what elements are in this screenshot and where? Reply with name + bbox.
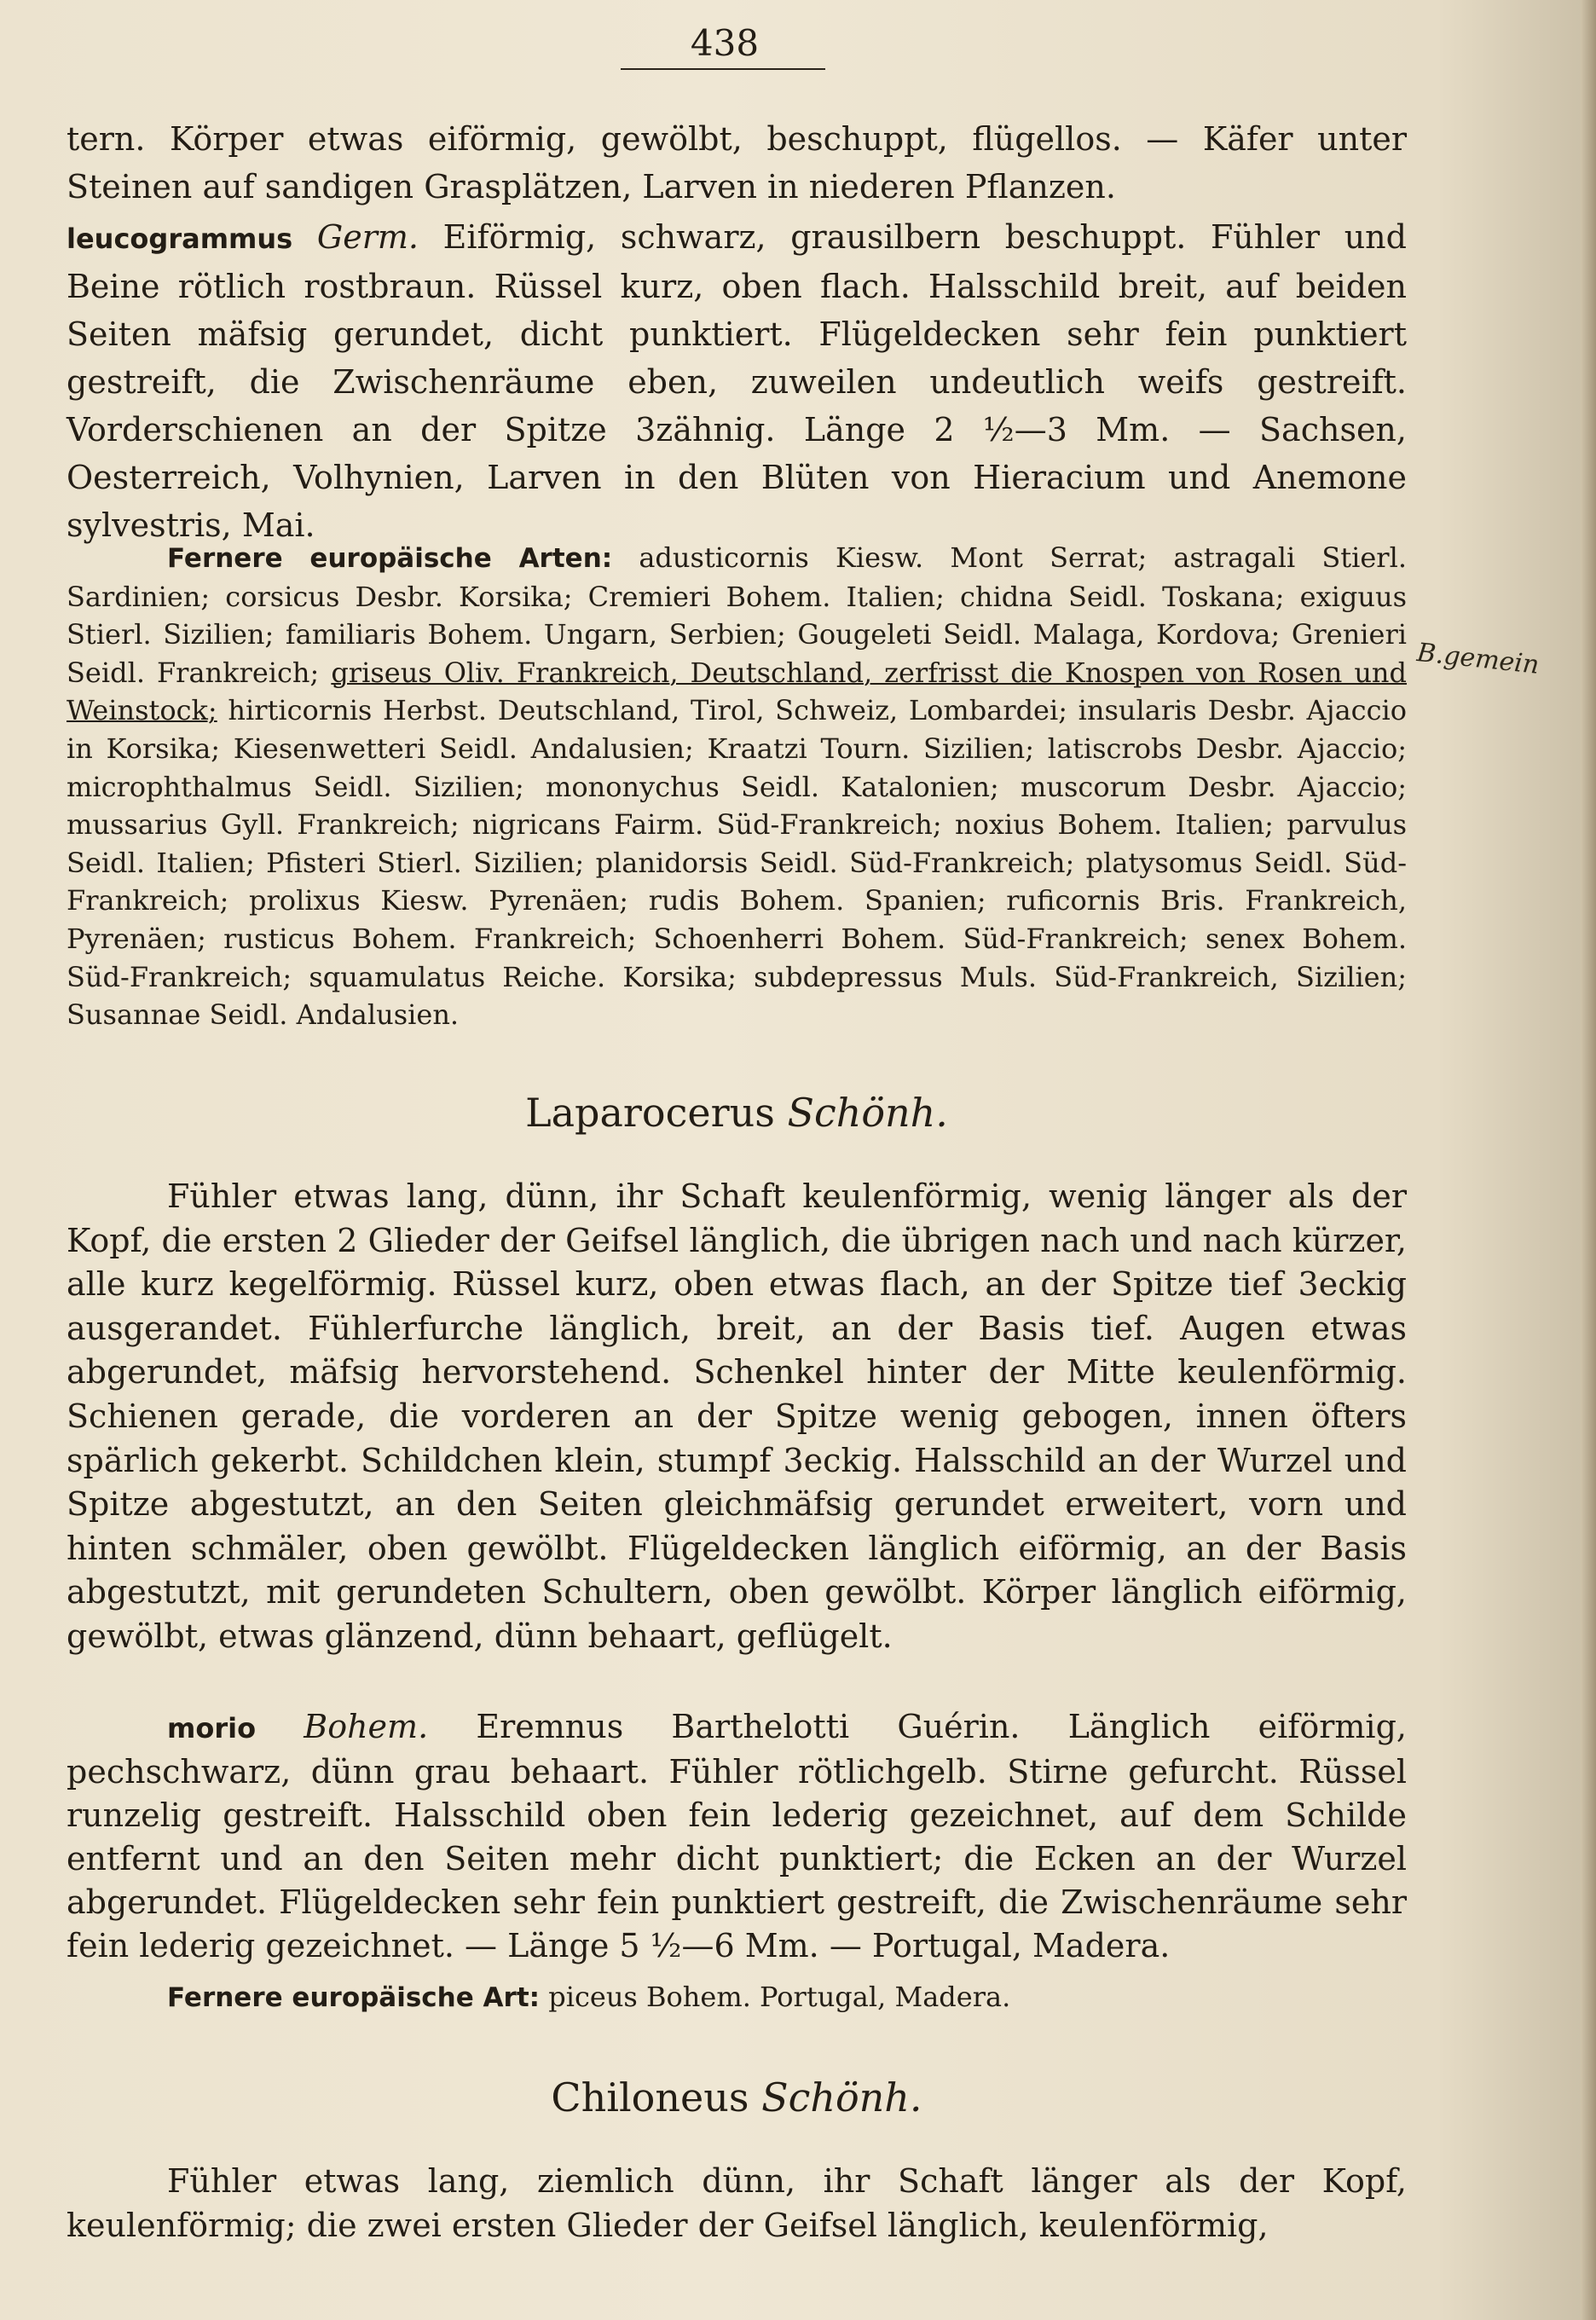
page-edge-shadow bbox=[1581, 0, 1596, 2320]
handwritten-margin-note: B.gemein bbox=[1415, 638, 1541, 680]
genus-description-text: Fühler etwas lang, dünn, ihr Schaft keulenförmig, wenig länger als der Kopf, die ersten 2 Glieder der Geifsel länglich, die übrigen nach und nach kürzer, alle kurz kegelförmig. Rüssel kurz, oben etwas flach, an der Spitze tief 3eckig ausgerandet. Fühlerfurche länglich, breit, an der Basis tief. Augen etwas abgerundet, mäfsig hervorstehend. Schenkel hinter der Mitte keulenförmig. Schienen gerade, die vorderen an der Spitze wenig gebogen, innen öfters spärlich gekerbt. Schildchen klein, stumpf 3eckig. Halsschild an der Wurzel und Spitze abgestutzt, an den Seiten gleichmäfsig gerundet erweitert, vorn und hinten schmäler, oben gewölbt. Flügeldecken länglich eiförmig, an der Basis abgestutzt, mit gerundeten Schultern, oben gewölbt. Körper länglich eiförmig, gewölbt, etwas glänzend, dünn behaart, geflügelt. bbox=[66, 1177, 1407, 1655]
further-species-2-label: Fernere europäische Art: bbox=[167, 1982, 541, 2013]
species-list-underlined: griseus Oliv. Frankreich, Deutschland, zerfrisst die Knospen von Rosen und Weinstock; bbox=[66, 656, 1408, 727]
page-number: 438 bbox=[690, 22, 760, 64]
species-name: leucogrammus bbox=[66, 223, 293, 255]
intro-paragraph: tern. Körper etwas eiförmig, gewölbt, beschuppt, flügellos. — Käfer unter Steinen auf sandigen Grasplätzen, Larven in niederen Pflanzen. bbox=[66, 120, 1407, 205]
further-species-list-2 bbox=[66, 1978, 1407, 2017]
intro-block bbox=[66, 115, 1407, 211]
morio-entry bbox=[66, 1705, 1407, 1968]
further-species-label: Fernere europäische Arten: bbox=[167, 543, 613, 574]
genus-author-chiloneus: Schönh. bbox=[761, 2074, 922, 2120]
laparocerus-description bbox=[66, 1175, 1407, 1659]
species-list-part-b: hirticornis Herbst. Deutschland, Tirol, Schweiz, Lombardei; insularis Desbr. Ajaccio in Korsika; Kiesenwetteri Seidl. Andalusien; Kraatzi Tourn. Sizilien; latiscrobs Desbr. Ajaccio; microphthalmus Seidl. Sizilien; mononychus Seidl. Katalonien; muscorum Desbr. Ajaccio; mussarius Gyll. Frankreich; nigricans Fairm. Süd-Frankreich; noxius Bohem. Italien; parvulus Seidl. Italien; Pfisteri Stierl. Sizilien; planidorsis Seidl. Süd-Frankreich; platysomus Seidl. Süd-Frankreich; prolixus Kiesw. Pyrenäen; rudis Bohem. Spanien; ruficornis Bris. Frankreich, Pyrenäen; rusticus Bohem. Frankreich; Schoenherri Bohem. Süd-Frankreich; senex Bohem. Süd-Frankreich; squamulatus Reiche. Korsika; subdepressus Muls. Süd-Frankreich, Sizilien; Susannae Seidl. Andalusien. bbox=[66, 694, 1408, 1032]
header-rule bbox=[621, 68, 825, 70]
species-list-part-a: adusticornis Kiesw. Mont Serrat; astragali Stierl. Sardinien; corsicus Desbr. Korsika; Cremieri Bohem. Italien; chidna Seidl. Toskana; exiguus Stierl. Sizilien; familiaris Bohem. Ungarn, Serbien; Gougeleti Seidl. Malaga, Kordova; Grenieri Seidl. Frankreich; bbox=[66, 541, 1408, 689]
further-species-list-1 bbox=[66, 539, 1407, 1034]
genus-heading-chiloneus bbox=[66, 2072, 1407, 2123]
leucogrammus-paragraph bbox=[66, 213, 1407, 549]
species-description: Eiförmig, schwarz, grausilbern beschuppt. Fühler und Beine rötlich rostbraun. Rüssel kurz, oben flach. Halsschild breit, auf beiden Seiten mäfsig gerundet, dicht punktiert. Flügeldecken sehr fein punktiert gestreift, die Zwischenräume eben, zuweilen undeutlich weifs gestreift. Vorderschienen an der Spitze 3zähnig. Länge 2 ½—3 Mm. — Sachsen, Oesterreich, Volhynien, Larven in den Blüten von Hieracium und Anemone sylvestris, Mai. bbox=[66, 218, 1407, 544]
genus-author: Schönh. bbox=[787, 1090, 948, 1136]
species-name-morio: morio bbox=[167, 1712, 257, 1744]
further-species-2-text: piceus Bohem. Portugal, Madera. bbox=[548, 1981, 1011, 2013]
species-description-morio: Eremnus Barthelotti Guérin. Länglich eiförmig, pechschwarz, dünn grau behaart. Fühler rötlichgelb. Stirne gefurcht. Rüssel runzelig gestreift. Halsschild oben fein lederig gezeichnet, auf dem Schilde entfernt und an den Seiten mehr dicht punktiert; die Ecken an der Wurzel abgerundet. Flügeldecken sehr fein punktiert gestreift, die Zwischenräume sehr fein lederig gezeichnet. — Länge 5 ½—6 Mm. — Portugal, Madera. bbox=[66, 1708, 1407, 1964]
species-author-morio: Bohem. bbox=[304, 1708, 429, 1745]
genus-description-paragraph bbox=[66, 1175, 1407, 1659]
further-species-2-paragraph bbox=[66, 1978, 1407, 2017]
chiloneus-description-paragraph bbox=[66, 2159, 1407, 2248]
morio-paragraph bbox=[66, 1705, 1407, 1968]
leucogrammus-entry bbox=[66, 213, 1407, 549]
further-species-paragraph bbox=[66, 539, 1407, 1034]
genus-title-chiloneus: Chiloneus bbox=[551, 2074, 749, 2120]
chiloneus-description-text: Fühler etwas lang, ziemlich dünn, ihr Schaft länger als der Kopf, keulenförmig; die zwei ersten Glieder der Geifsel länglich, keulenförmig, bbox=[66, 2162, 1407, 2244]
species-author: Germ. bbox=[316, 218, 419, 256]
genus-heading-laparocerus bbox=[66, 1087, 1407, 1138]
genus-title: Laparocerus bbox=[525, 1090, 775, 1136]
chiloneus-description bbox=[66, 2159, 1407, 2248]
